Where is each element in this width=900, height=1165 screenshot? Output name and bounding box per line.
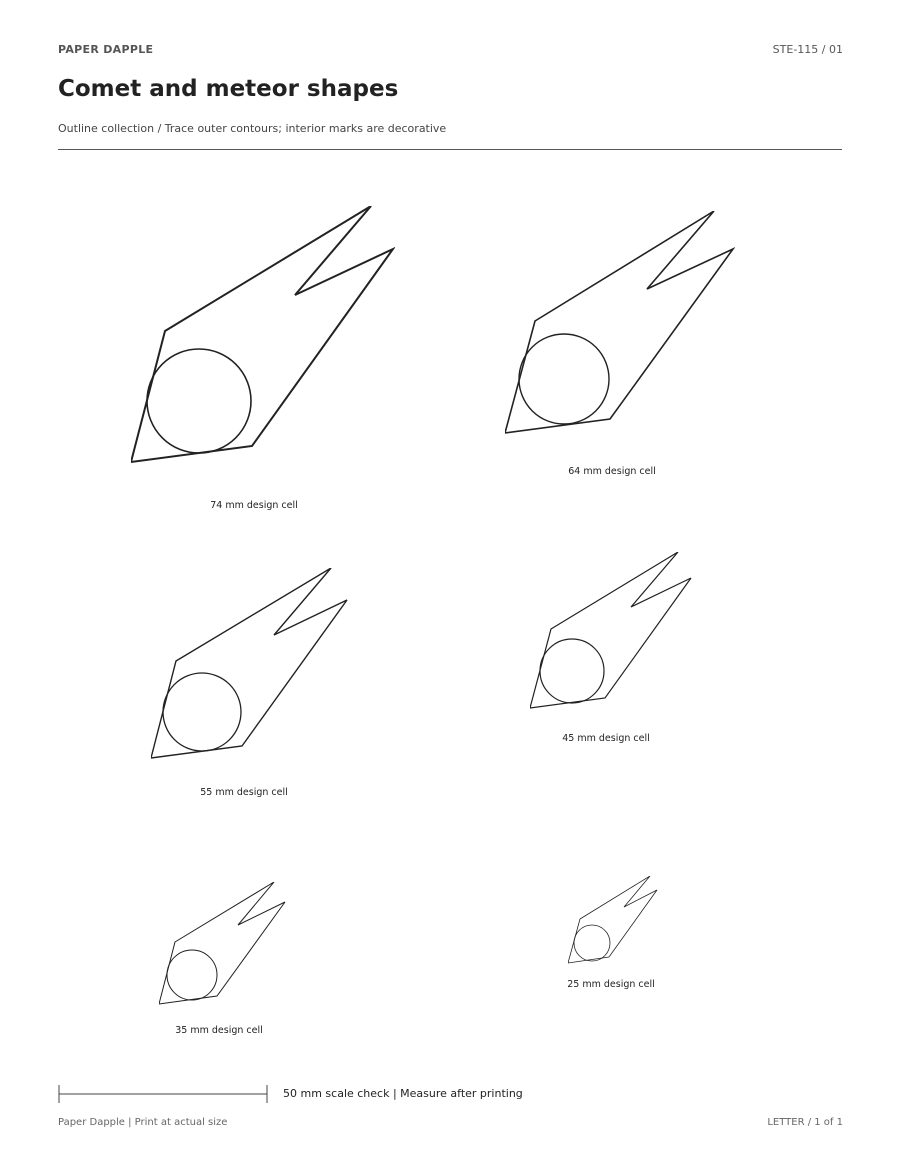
comet-outline-icon bbox=[530, 552, 693, 710]
comet-outline-icon bbox=[151, 568, 349, 760]
page-subtitle: Outline collection / Trace outer contours; interior marks are decorative bbox=[58, 122, 447, 135]
comet-outline-icon bbox=[568, 876, 659, 965]
cell-caption: 35 mm design cell bbox=[175, 1025, 263, 1036]
cell-caption: 25 mm design cell bbox=[567, 979, 655, 990]
comet-outline-icon bbox=[159, 882, 287, 1006]
scale-bar bbox=[58, 1085, 268, 1103]
scale-label: 50 mm scale check | Measure after printing bbox=[283, 1087, 523, 1100]
cell-caption: 45 mm design cell bbox=[562, 733, 650, 744]
footer-note: Paper Dapple | Print at actual size bbox=[58, 1117, 228, 1128]
comet-outline-icon bbox=[131, 206, 395, 464]
page-counter: LETTER / 1 of 1 bbox=[767, 1117, 843, 1128]
cell-caption: 64 mm design cell bbox=[568, 466, 656, 477]
cell-caption: 55 mm design cell bbox=[200, 787, 288, 798]
page-title: Comet and meteor shapes bbox=[58, 76, 399, 102]
cell-caption: 74 mm design cell bbox=[210, 500, 298, 511]
header-rule bbox=[58, 149, 842, 150]
page-brand: PAPER DAPPLE bbox=[58, 43, 154, 56]
sheet-code: STE-115 / 01 bbox=[772, 43, 843, 56]
comet-outline-icon bbox=[505, 211, 735, 435]
